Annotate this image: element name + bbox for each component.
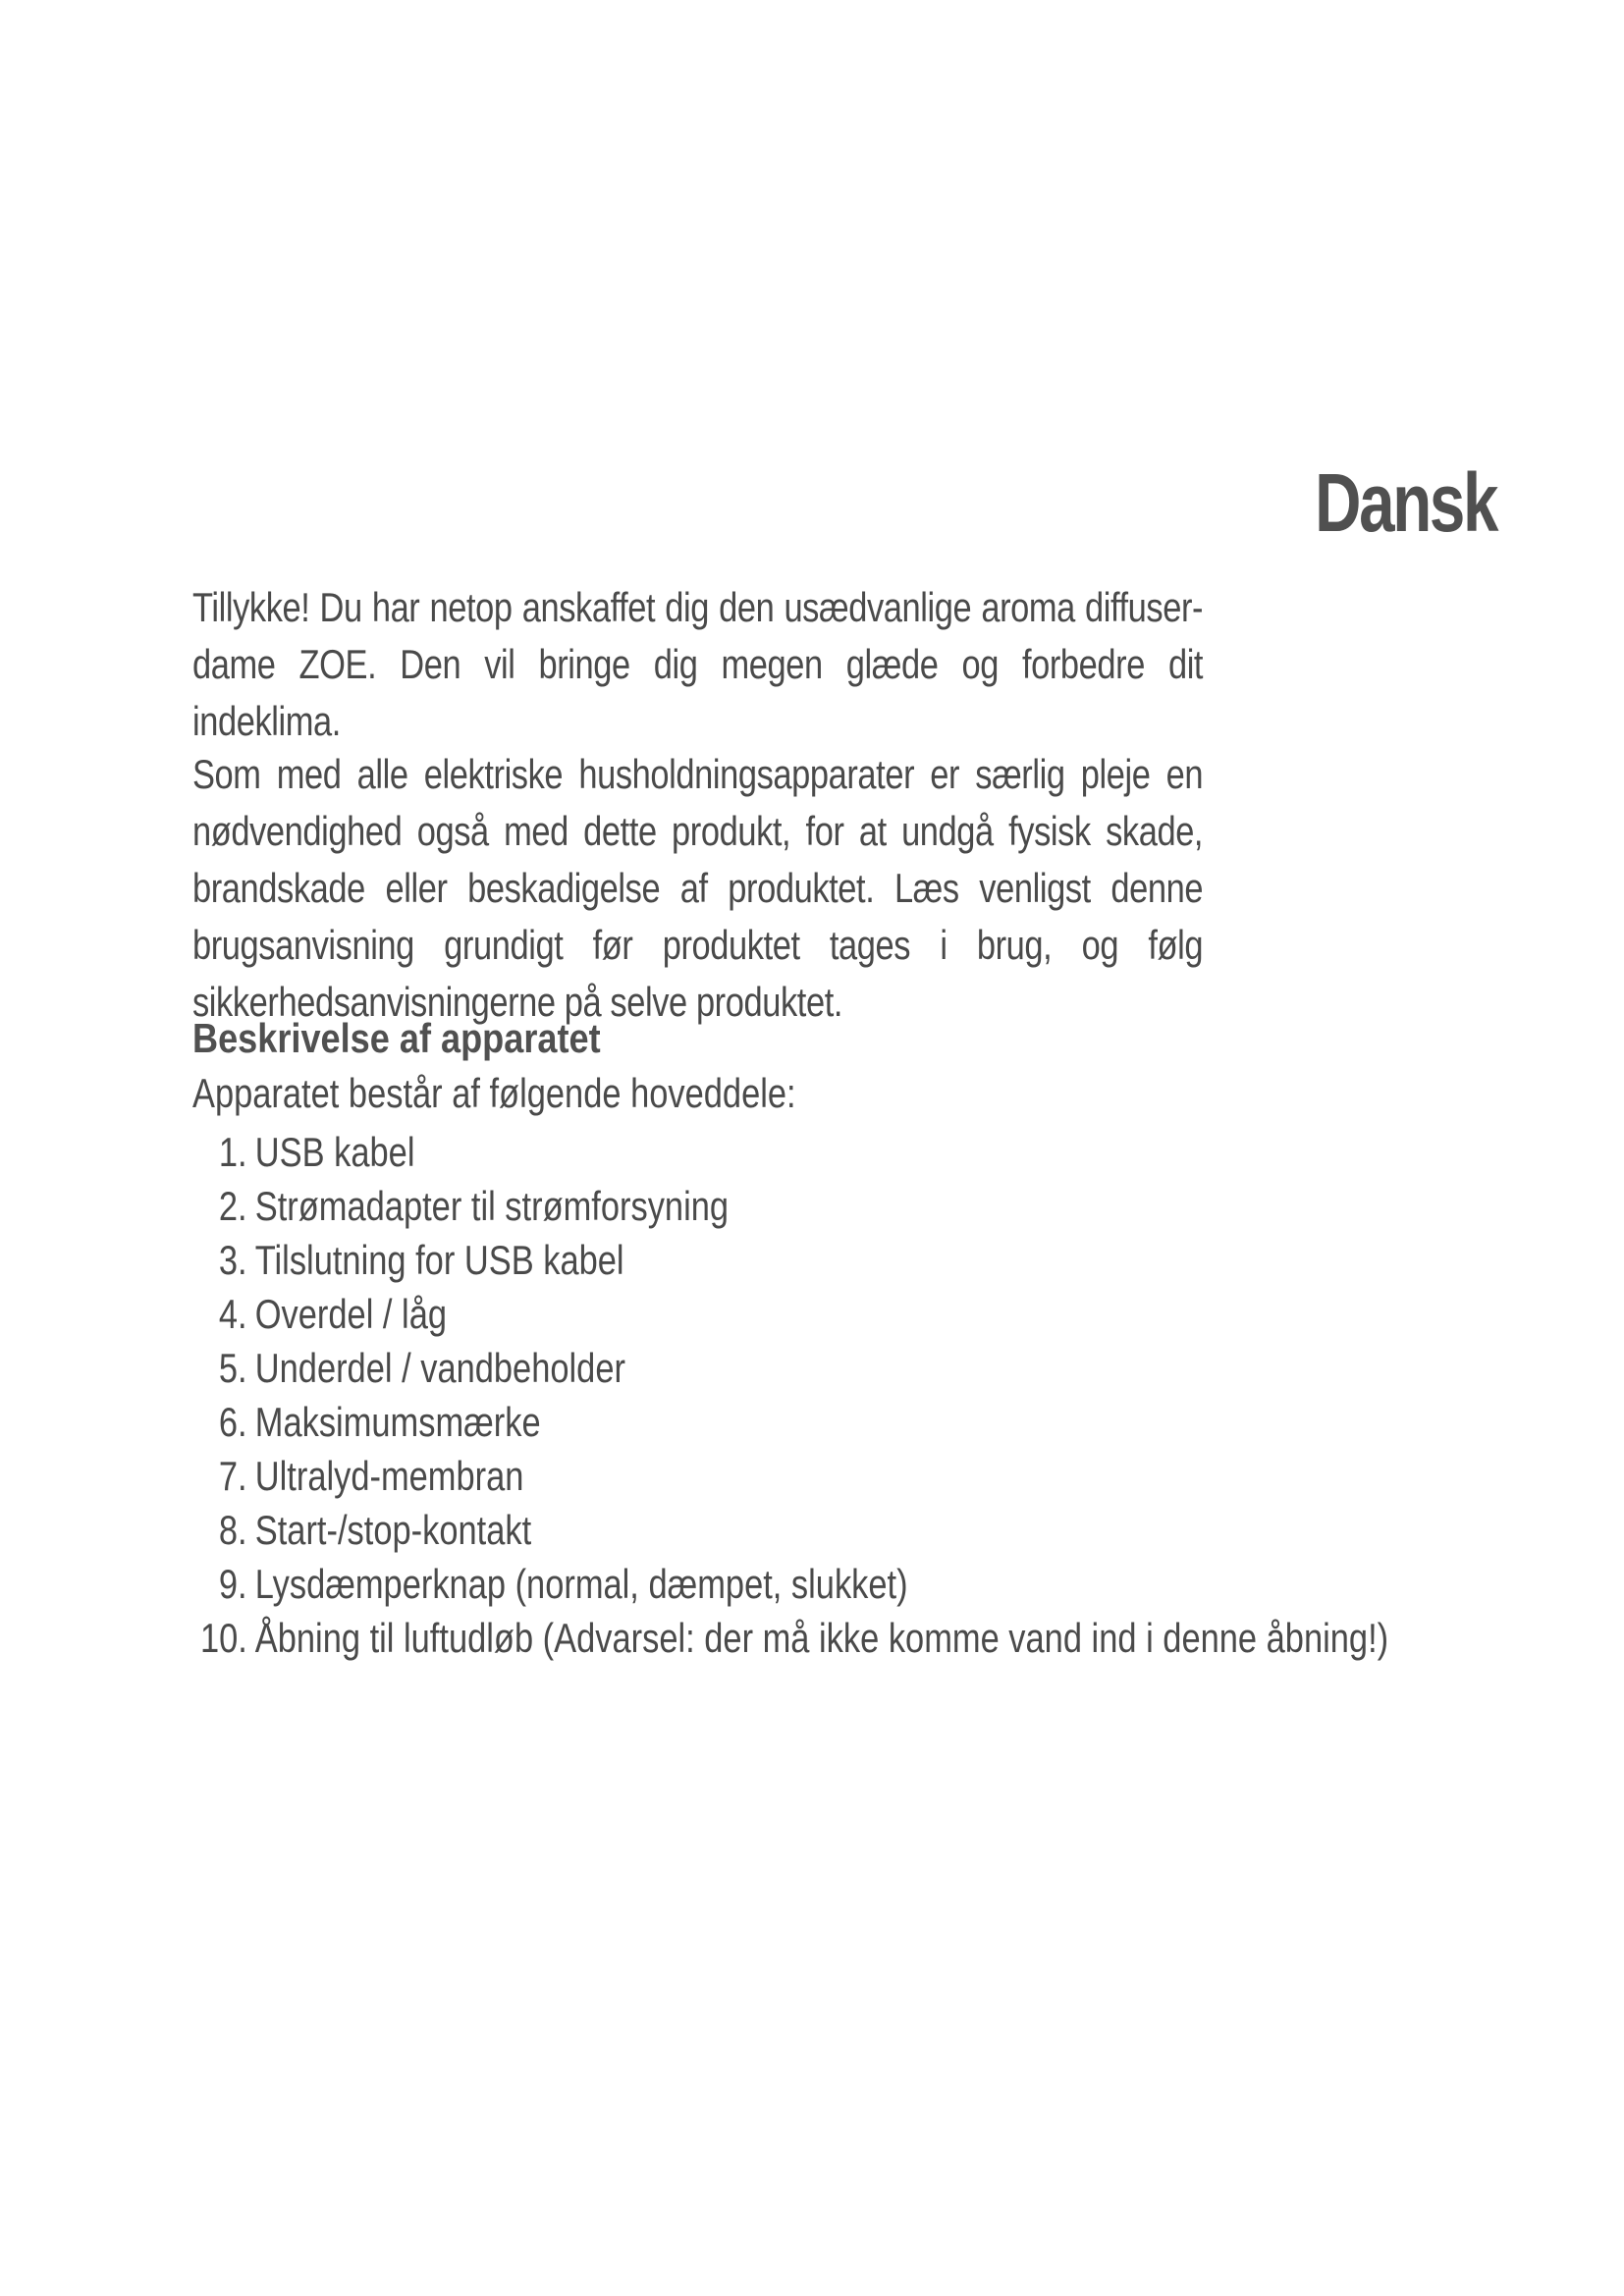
- list-item: [200, 1125, 1388, 1179]
- section-intro: Apparatet består af følgende hoveddele:: [192, 1070, 796, 1116]
- list-item: [200, 1179, 1388, 1233]
- paragraph-text: Som med alle elektriske husholdningsapparater er særlig pleje en nødvendighed også med dette produkt, for at undgå fysisk skade, brandskade eller beskadigelse af produktet. Læs venligst denne brugsanvisning grundigt før produktet tages i brug, og følg sikkerhedsanvisningerne på selve produktet.: [192, 751, 1204, 1025]
- item-label: Strømadapter til strømforsyning: [254, 1183, 730, 1229]
- item-label: Maksimumsmærke: [254, 1399, 541, 1445]
- list-item: [200, 1449, 1388, 1503]
- item-number: 1.: [218, 1129, 247, 1175]
- list-item: [200, 1557, 1388, 1611]
- item-number: 7.: [218, 1453, 247, 1499]
- item-label: Overdel / låg: [254, 1291, 448, 1337]
- parts-list: [200, 1125, 1388, 1665]
- safety-paragraph: [192, 746, 1203, 1031]
- item-number: 10.: [200, 1615, 247, 1661]
- item-number: 2.: [218, 1183, 247, 1229]
- item-number: 6.: [218, 1399, 247, 1445]
- item-number: 9.: [218, 1561, 247, 1607]
- list-item: [200, 1233, 1388, 1287]
- item-label: Åbning til luftudløb (Advarsel: der må ikke komme vand ind i denne åbning!): [254, 1615, 1389, 1661]
- item-label: Tilslutning for USB kabel: [254, 1237, 624, 1283]
- item-number: 8.: [218, 1507, 247, 1553]
- item-label: Start-/stop-kontakt: [254, 1507, 532, 1553]
- item-number: 3.: [218, 1237, 247, 1283]
- list-item: [200, 1395, 1388, 1449]
- item-number: 5.: [218, 1345, 247, 1391]
- list-item: [200, 1287, 1388, 1341]
- item-label: USB kabel: [254, 1129, 415, 1175]
- list-item: [200, 1341, 1388, 1395]
- item-label: Underdel / vandbeholder: [254, 1345, 625, 1391]
- list-item: [200, 1503, 1388, 1557]
- language-title: Dansk: [1315, 456, 1496, 549]
- item-label: Ultralyd-membran: [254, 1453, 524, 1499]
- item-label: Lysdæmperknap (normal, dæmpet, slukket): [254, 1561, 908, 1607]
- intro-paragraph: [192, 579, 1203, 750]
- section-heading: Beskrivelse af apparatet: [192, 1015, 601, 1061]
- list-item: [200, 1611, 1388, 1665]
- paragraph-text: Tillykke! Du har netop anskaffet dig den usædvanlige aroma diffuser-dame ZOE. Den vil bringe dig megen glæde og forbedre dit indeklima.: [192, 584, 1204, 744]
- item-number: 4.: [218, 1291, 247, 1337]
